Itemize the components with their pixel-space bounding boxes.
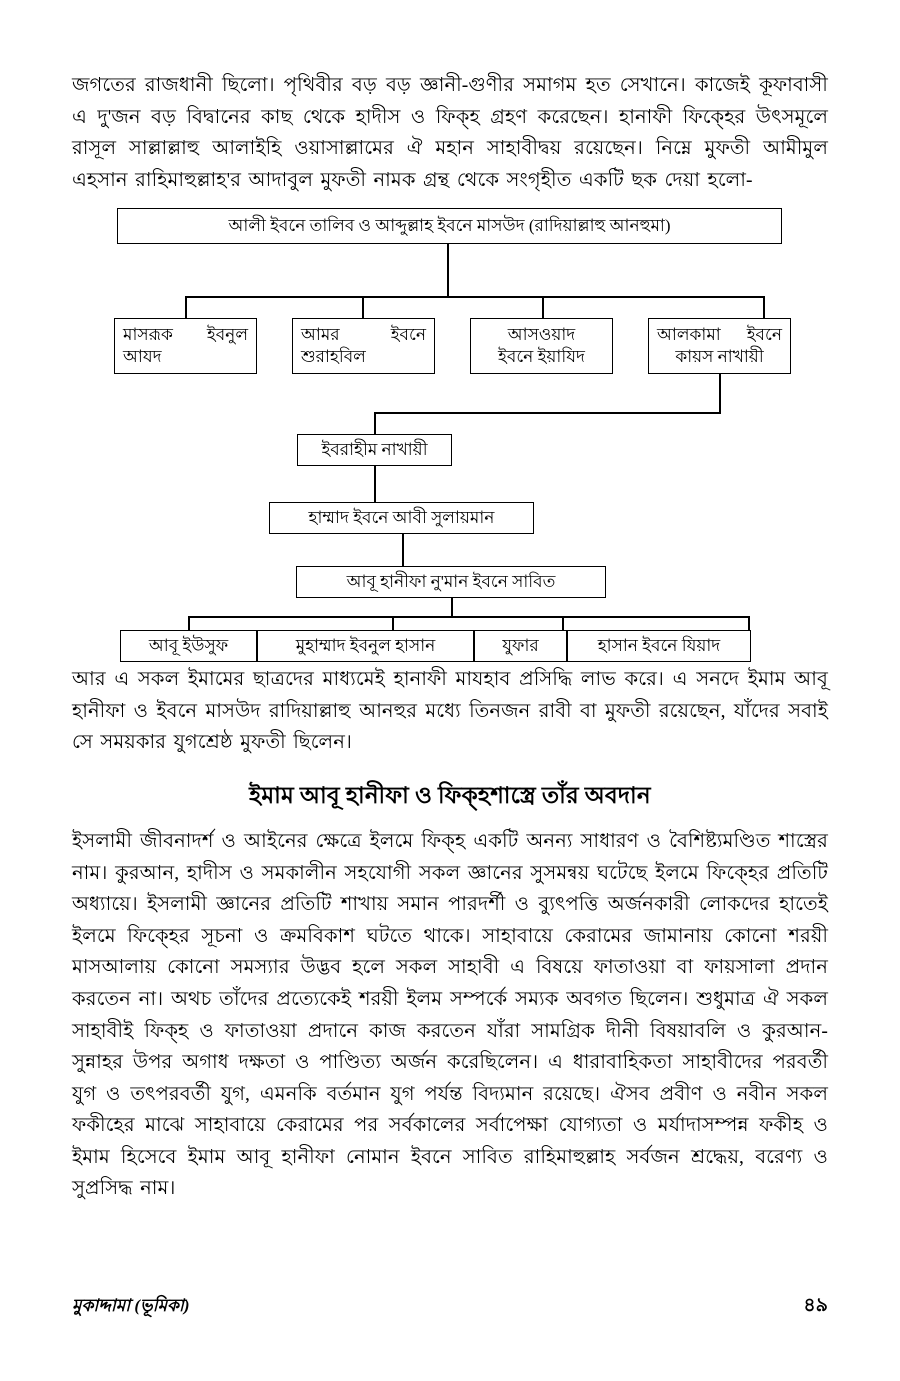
node-label: হাম্মাদ ইবনে আবী সুলায়মান	[308, 508, 495, 528]
connector-level6-bus	[188, 616, 748, 618]
hanafi-chain-diagram	[72, 206, 828, 656]
node-label: আলী ইবনে তালিব ও আব্দুল্লাহ ইবনে মাসউদ (রাদিয়াল্লাহু আনহুমা)	[228, 216, 671, 236]
connector-hammad-down	[402, 534, 404, 566]
connector-to-abu-yusuf	[188, 616, 190, 630]
connector-level2-bus	[185, 296, 765, 298]
diagram-node-amr	[292, 318, 435, 374]
connector-to-zufar	[562, 616, 564, 630]
connector-to-n5	[763, 296, 765, 318]
node-label-line2: ইবনে ইয়াযিদ	[498, 347, 585, 367]
diagram-node-muhammad	[257, 630, 474, 662]
node-label-line1: আসওয়াদ	[507, 325, 576, 345]
node-label: আবূ ইউসুফ	[148, 636, 229, 656]
connector-to-n4	[542, 296, 544, 318]
node-label-line2: শুরাহবিল	[301, 347, 366, 367]
diagram-node-hasan	[567, 630, 751, 662]
node-label-line1: আমর ইবনে	[301, 325, 426, 345]
node-label-line2: আযদ	[123, 347, 162, 367]
node-label: হাসান ইবনে যিয়াদ	[597, 636, 721, 656]
paragraph-1: জগতের রাজধানী ছিলো। পৃথিবীর বড় বড় জ্ঞানী-গুণীর সমাগম হত সেখানে। কাজেই কূফাবাসী এ দু'জন বড় বিদ্বানের কাছ থেকে হাদীস ও ফিক্হ গ্রহণ করেছেন। হানাফী ফিক্হের উৎসমূলে রাসূল সাল্লাল্লাহু আলাইহি ওয়াসাল্লামের ঐ মহান সাহাবীদ্বয় রয়েছেন। নিম্নে মুফতী আমীমুল এহসান রাহিমাহুল্লাহ'র আদাবুল মুফতী নামক গ্রন্থ থেকে সংগৃহীত একটি ছক দেয়া হলো-	[72, 75, 828, 191]
connector-to-hasan	[748, 616, 750, 630]
paragraph-2: আর এ সকল ইমামের ছাত্রদের মাধ্যমেই হানাফী মাযহাব প্রসিদ্ধি লাভ করে। এ সনদে ইমাম আবূ হানীফা ও ইবনে মাসউদ রাদিয়াল্লাহু আনহুর মধ্যে তিনজন রাবী বা মুফতী রয়েছেন, যাঁদের সবাই সে সময়কার যুগশ্রেষ্ঠ মুফতী ছিলেন।	[72, 669, 828, 754]
connector-ibrahim-down	[374, 466, 376, 502]
connector-root-down	[447, 244, 449, 296]
connector-to-n2	[185, 296, 187, 318]
section-heading: ইমাম আবূ হানীফা ও ফিক্হশাস্ত্রে তাঁর অবদান	[249, 783, 651, 809]
footer-chapter-label: মুকাদ্দামা (ভূমিকা)	[72, 1296, 190, 1315]
node-label-line1: আলকামা ইবনে	[657, 325, 782, 345]
node-label-line1: মাসরূক ইবনুল	[123, 325, 248, 345]
diagram-node-zufar	[474, 630, 567, 662]
diagram-node-alqama	[648, 318, 791, 374]
connector-to-n3	[362, 296, 364, 318]
diagram-node-masruq	[114, 318, 257, 374]
connector-abuhanifa-down	[451, 598, 453, 616]
diagram-node-abu-hanifa	[296, 566, 606, 598]
connector-to-ibrahim	[374, 412, 376, 434]
connector-to-muhammad	[392, 616, 394, 630]
connector-level3-bus	[374, 412, 721, 414]
footer-page-number: ৪৯	[803, 1295, 828, 1316]
page-footer	[72, 1291, 828, 1323]
node-label: যুফার	[502, 636, 539, 656]
diagram-node-root	[117, 208, 782, 244]
node-label: ইবরাহীম নাখায়ী	[321, 440, 428, 460]
diagram-node-ibrahim	[297, 434, 452, 466]
node-label: আবূ হানীফা নু'মান ইবনে সাবিত	[346, 572, 556, 592]
node-label: মুহাম্মাদ ইবনুল হাসান	[295, 636, 436, 656]
connector-alqama-down	[719, 374, 721, 412]
diagram-node-aswad	[470, 318, 613, 374]
diagram-node-abu-yusuf	[120, 630, 257, 662]
diagram-node-hammad	[269, 502, 534, 534]
node-label-line2: কায়স নাখায়ী	[675, 347, 764, 367]
paragraph-3: ইসলামী জীবনাদর্শ ও আইনের ক্ষেত্রে ইলমে ফিক্হ একটি অনন্য সাধারণ ও বৈশিষ্ট্যমণ্ডিত শাস্ত্রের নাম। কুরআন, হাদীস ও সমকালীন সহযোগী সকল জ্ঞানের সুসমন্বয় ঘটেছে ইলমে ফিক্হের প্রতিটি অধ্যায়ে। ইসলামী জ্ঞানের প্রতিটি শাখায় সমান পারদর্শী ও ব্যুৎপত্তি অর্জনকারী লোকদের হাতেই ইলমে ফিক্হের সূচনা ও ক্রমবিকাশ ঘটতে থাকে। সাহাবায়ে কেরামের জামানায় কোনো শরয়ী মাসআলায় কোনো সমস্যার উদ্ভব হলে সকল সাহাবী এ বিষয়ে ফাতাওয়া বা ফায়সালা প্রদান করতেন না। অথচ তাঁদের প্রত্যেকেই শরয়ী ইলম সম্পর্কে সম্যক অবগত ছিলেন। শুধুমাত্র ঐ সকল সাহাবীই ফিক্হ ও ফাতাওয়া প্রদানে কাজ করতেন যাঁরা সামগ্রিক দীনী বিষয়াবলি ও কুরআন-সুন্নাহর উপর অগাধ দক্ষতা ও পাণ্ডিত্য অর্জন করেছিলেন। এ ধারাবাহিকতা সাহাবীদের পরবর্তী যুগ ও তৎপরবর্তী যুগ, এমনকি বর্তমান যুগ পর্যন্ত বিদ্যমান রয়েছে। ঐসব প্রবীণ ও নবীন সকল ফকীহের মাঝে সাহাবায়ে কেরামের পর সর্বকালের সর্বাপেক্ষা যোগ্যতা ও মর্যাদাসম্পন্ন ফকীহ ও ইমাম হিসেবে ইমাম আবূ হানীফা নোমান ইবনে সাবিত রাহিমাহুল্লাহ সর্বজন শ্রদ্ধেয়, বরেণ্য ও সুপ্রসিদ্ধ নাম।	[72, 831, 828, 1200]
